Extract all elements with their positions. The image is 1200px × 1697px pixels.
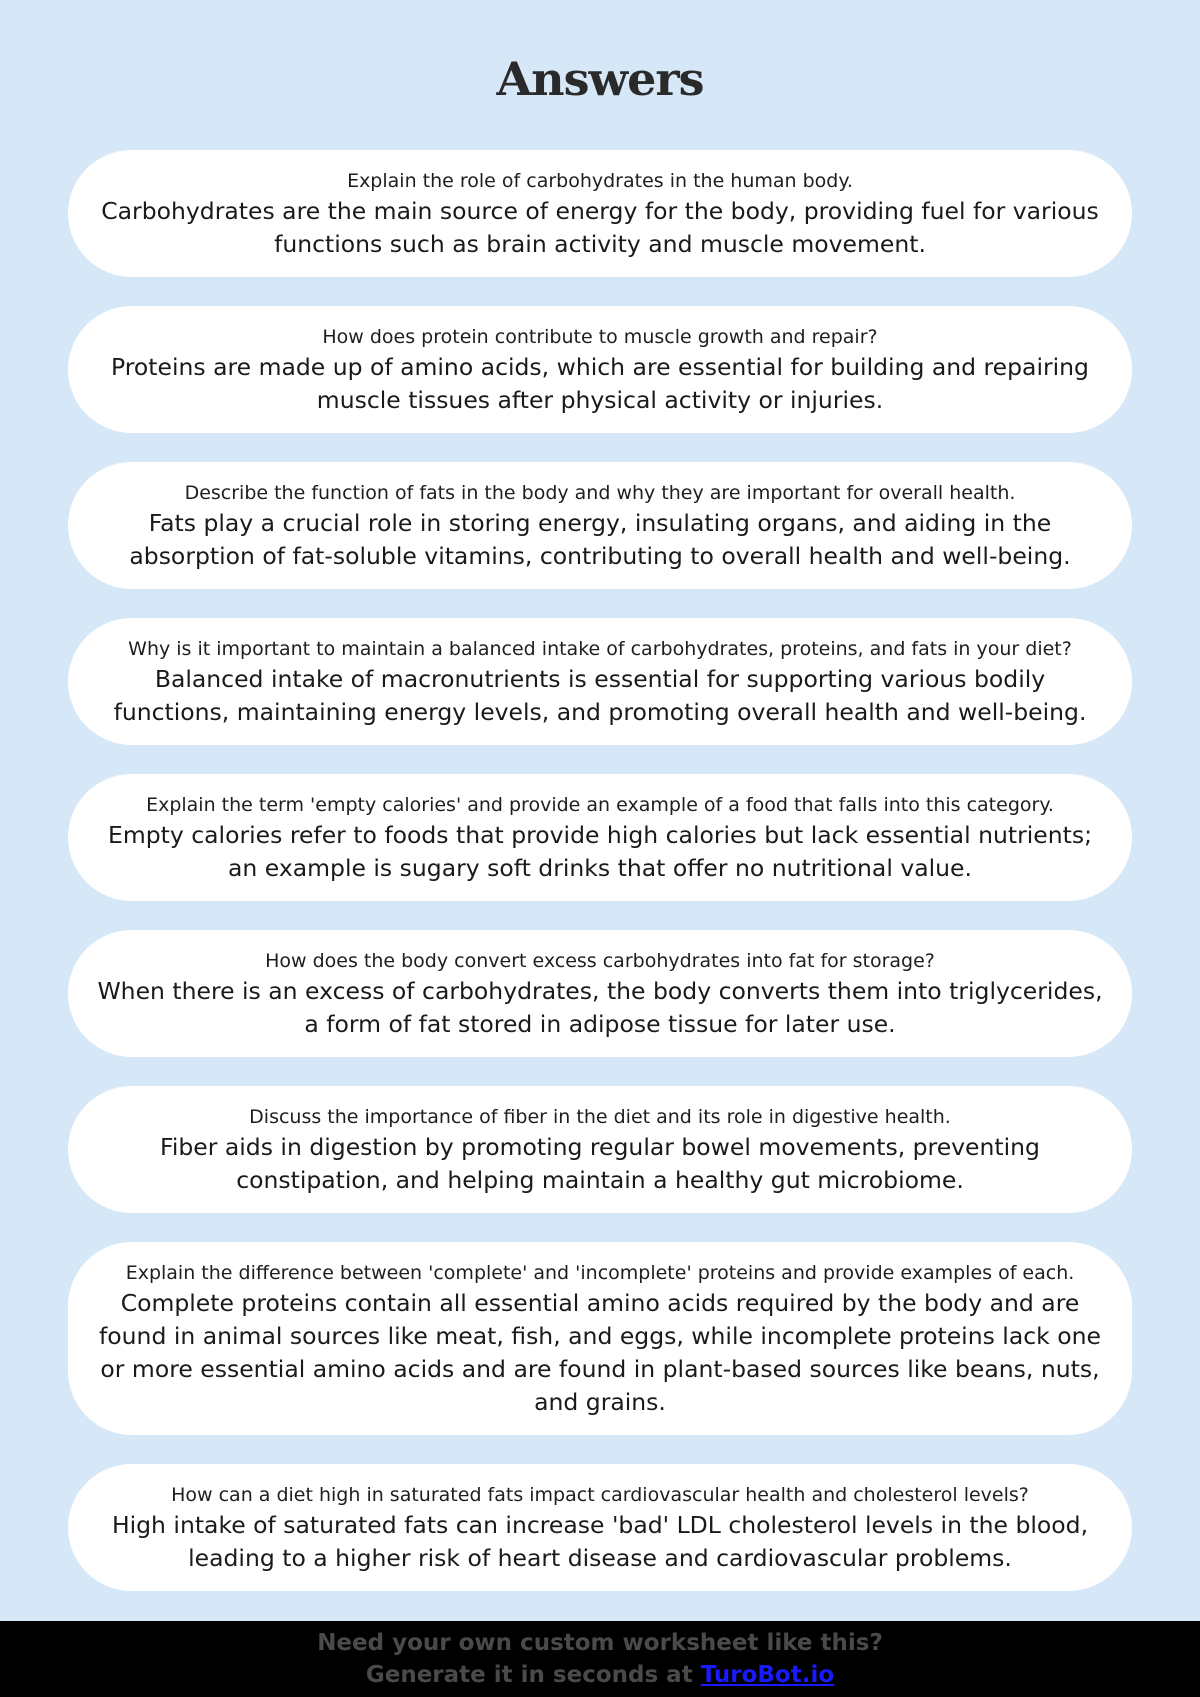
- answer-card: [68, 930, 1132, 1057]
- answers-list: [68, 150, 1132, 1620]
- answer-text: Fiber aids in digestion by promoting regular bowel movements, preventing constipation, and helping maintain a healthy gut microbiome.: [160, 1133, 1040, 1194]
- question-text: Explain the role of carbohydrates in the human body.: [347, 170, 853, 192]
- question-text: Discuss the importance of fiber in the diet and its role in digestive health.: [249, 1106, 951, 1128]
- answer-text: Fats play a crucial role in storing energy, insulating organs, and aiding in the absorption of fat-soluble vitamins, contributing to overall health and well-being.: [129, 509, 1071, 570]
- answer-card: [68, 150, 1132, 277]
- answer-text: High intake of saturated fats can increase 'bad' LDL cholesterol levels in the blood, leading to a higher risk of heart disease and cardiovascular problems.: [111, 1511, 1089, 1572]
- answer-card: [68, 618, 1132, 745]
- answer-card: [68, 306, 1132, 433]
- answer-card: [68, 462, 1132, 589]
- answer-text: Balanced intake of macronutrients is essential for supporting various bodily functions, maintaining energy levels, and promoting overall health and well-being.: [113, 665, 1087, 726]
- footer-line-1: Need your own custom worksheet like this?: [317, 1630, 883, 1656]
- turobot-link[interactable]: TuroBot.io: [700, 1662, 835, 1688]
- answer-card: [68, 1086, 1132, 1213]
- promo-footer: [0, 1621, 1200, 1697]
- answer-text: Proteins are made up of amino acids, which are essential for building and repairing muscle tissues after physical activity or injuries.: [111, 353, 1089, 414]
- footer-line-2-prefix: Generate it in seconds at: [365, 1662, 693, 1688]
- answer-text: Complete proteins contain all essential amino acids required by the body and are found in animal sources like meat, fish, and eggs, while incomplete proteins lack one or more essential amino acids and are found in plant-based sources like beans, nuts, and grains.: [99, 1289, 1101, 1416]
- answer-text: Carbohydrates are the main source of energy for the body, providing fuel for various functions such as brain activity and muscle movement.: [101, 197, 1099, 258]
- question-text: Why is it important to maintain a balanced intake of carbohydrates, proteins, and fats in your diet?: [128, 638, 1072, 660]
- question-text: How does protein contribute to muscle growth and repair?: [322, 326, 878, 348]
- question-text: Describe the function of fats in the body and why they are important for overall health.: [184, 482, 1016, 504]
- answer-card: [68, 774, 1132, 901]
- question-text: Explain the term 'empty calories' and provide an example of a food that falls into this category.: [146, 794, 1054, 816]
- page-title: Answers: [496, 52, 704, 106]
- answer-text: When there is an excess of carbohydrates, the body converts them into triglycerides, a form of fat stored in adipose tissue for later use.: [97, 977, 1103, 1038]
- question-text: How can a diet high in saturated fats impact cardiovascular health and cholesterol levels?: [171, 1484, 1029, 1506]
- answer-card: [68, 1242, 1132, 1435]
- answer-text: Empty calories refer to foods that provide high calories but lack essential nutrients; an example is sugary soft drinks that offer no nutritional value.: [107, 821, 1093, 882]
- question-text: How does the body convert excess carbohydrates into fat for storage?: [265, 950, 935, 972]
- answer-card: [68, 1464, 1132, 1591]
- footer-line-2: [0, 1659, 1200, 1691]
- question-text: Explain the difference between 'complete' and 'incomplete' proteins and provide examples of each.: [125, 1262, 1075, 1284]
